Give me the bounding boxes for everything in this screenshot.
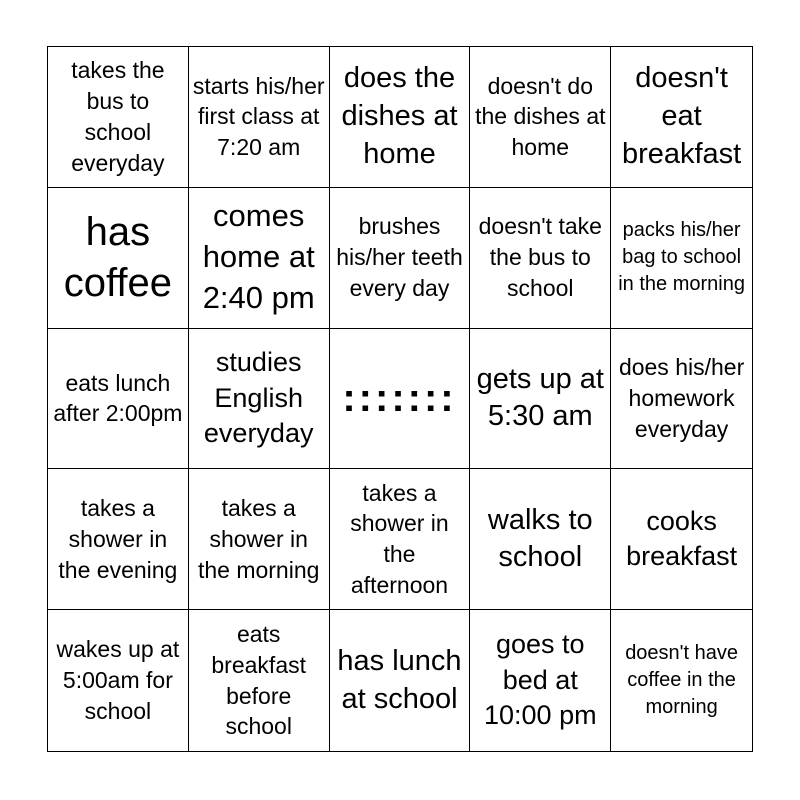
cell-text: starts his/her first class at 7:20 am: [192, 72, 325, 161]
bingo-board: [47, 46, 753, 752]
bingo-cell[interactable]: [189, 469, 330, 610]
bingo-cell[interactable]: [189, 47, 330, 188]
cell-text: gets up at 5:30 am: [476, 362, 604, 433]
cell-text: cooks breakfast: [626, 505, 738, 572]
bingo-cell[interactable]: [470, 610, 611, 751]
bingo-cell[interactable]: [470, 329, 611, 470]
bingo-cell[interactable]: [611, 188, 752, 329]
cell-text: takes a shower in the evening: [58, 495, 178, 583]
cell-text: takes the bus to school everyday: [71, 57, 165, 176]
cell-text: does his/her homework everyday: [618, 354, 745, 442]
bingo-cell[interactable]: [470, 47, 611, 188]
bingo-cell[interactable]: [330, 469, 471, 610]
free-space-cell[interactable]: [330, 329, 471, 470]
cell-text: comes home at 2:40 pm: [202, 198, 315, 316]
cell-text: has coffee: [63, 209, 173, 305]
bingo-cell[interactable]: [330, 610, 471, 751]
cell-text: brushes his/her teeth every day: [336, 213, 463, 302]
free-space-marks: :::::::: [342, 376, 457, 421]
cell-text: doesn't do the dishes at home: [475, 72, 606, 161]
bingo-cell[interactable]: [189, 610, 330, 751]
bingo-cell[interactable]: [48, 329, 189, 470]
bingo-cell[interactable]: [189, 188, 330, 329]
cell-text: wakes up at 5:00am for school: [56, 636, 180, 724]
bingo-cell[interactable]: [470, 469, 611, 610]
bingo-cell[interactable]: [611, 610, 752, 751]
cell-text: goes to bed at 10:00 pm: [484, 629, 597, 731]
cell-text: takes a shower in the morning: [197, 495, 320, 583]
cell-text: does the dishes at home: [341, 62, 458, 170]
bingo-cell[interactable]: [330, 47, 471, 188]
bingo-cell[interactable]: [48, 188, 189, 329]
bingo-cell[interactable]: [48, 469, 189, 610]
bingo-cell[interactable]: [611, 47, 752, 188]
cell-text: eats breakfast before school: [211, 620, 306, 740]
cell-text: doesn't have coffee in the morning: [625, 642, 738, 719]
bingo-cell[interactable]: [470, 188, 611, 329]
cell-text: has lunch at school: [337, 644, 462, 715]
bingo-cell[interactable]: [48, 610, 189, 751]
cell-text: walks to school: [487, 503, 593, 574]
cell-text: doesn't take the bus to school: [478, 213, 602, 302]
cell-text: takes a shower in the afternoon: [350, 479, 449, 599]
cell-text: packs his/her bag to school in the morning: [618, 219, 745, 296]
cell-text: doesn't eat breakfast: [621, 62, 742, 170]
cell-text: studies English everyday: [203, 347, 314, 449]
bingo-cell[interactable]: [611, 469, 752, 610]
bingo-cell[interactable]: [48, 47, 189, 188]
bingo-cell[interactable]: [189, 329, 330, 470]
bingo-cell[interactable]: [611, 329, 752, 470]
cell-text: eats lunch after 2:00pm: [53, 369, 183, 427]
bingo-cell[interactable]: [330, 188, 471, 329]
